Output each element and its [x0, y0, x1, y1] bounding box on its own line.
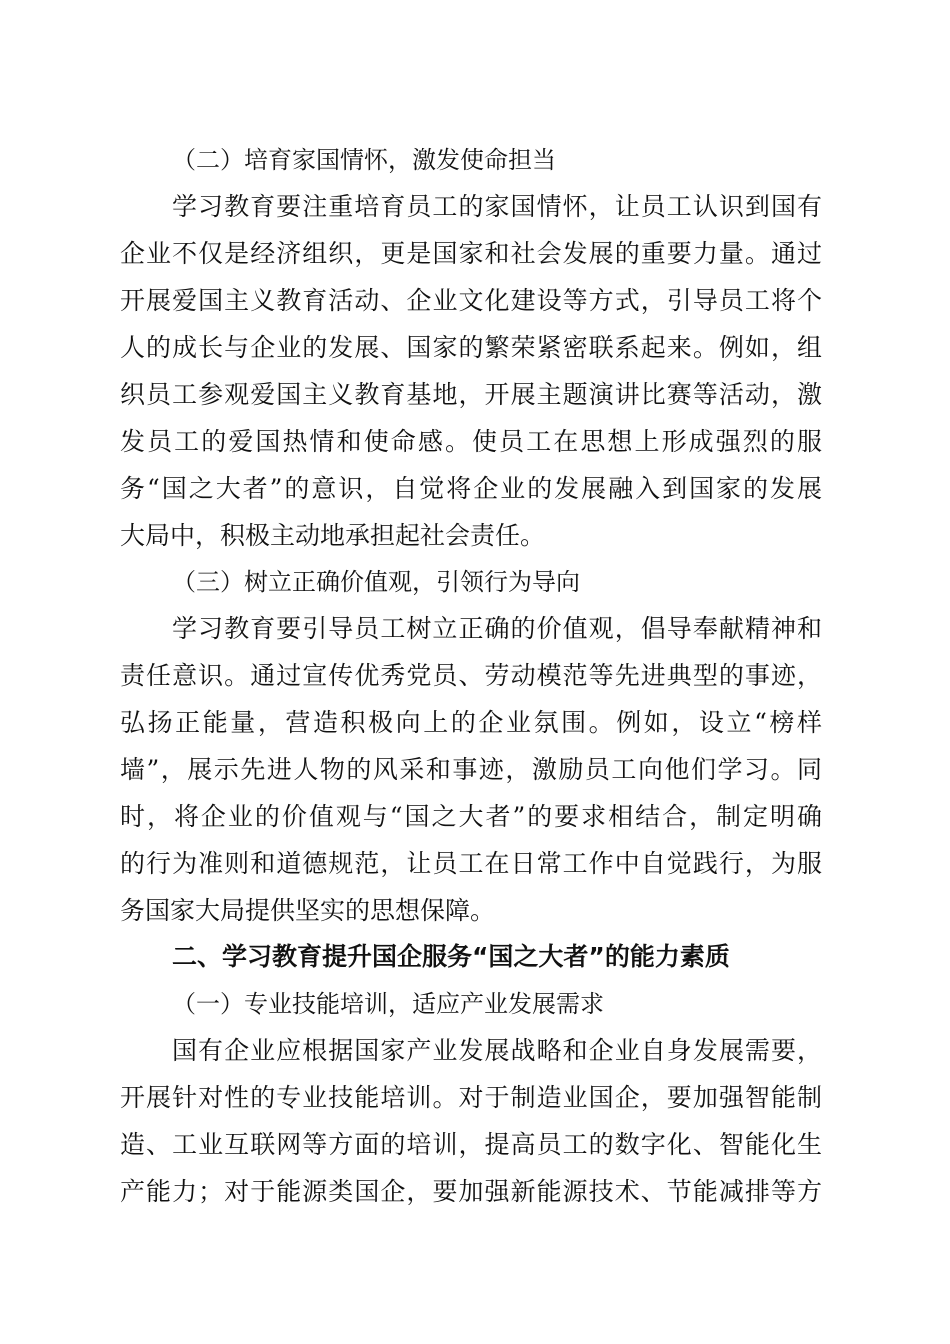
paragraph-line: 造、工业互联网等方面的培训，提高员工的数字化、智能化生: [120, 1130, 822, 1159]
paragraph-line: 学习教育要注重培育员工的家国情怀，让员工认识到国有: [172, 192, 822, 221]
paragraph-line: 务国家大局提供坚实的思想保障。: [120, 896, 496, 925]
paragraph-line: 墙”，展示先进人物的风采和事迹，激励员工向他们学习。同: [120, 755, 822, 784]
section-heading: （二）培育家国情怀，激发使命担当: [172, 146, 556, 174]
paragraph-line: 发员工的爱国热情和使命感。使员工在思想上形成强烈的服: [120, 427, 822, 456]
section-heading: （一）专业技能培训，适应产业发展需求: [172, 990, 604, 1018]
main-section-heading: 二、学习教育提升国企服务“国之大者”的能力素质: [172, 942, 730, 971]
paragraph-line: 企业不仅是经济组织，更是国家和社会发展的重要力量。通过: [120, 239, 822, 268]
paragraph-line: 大局中，积极主动地承担起社会责任。: [120, 521, 546, 550]
paragraph-line: 弘扬正能量，营造积极向上的企业氛围。例如，设立“榜样: [120, 708, 822, 737]
paragraph-line: 责任意识。通过宣传优秀党员、劳动模范等先进典型的事迹，: [120, 661, 822, 690]
paragraph-line: 人的成长与企业的发展、国家的繁荣紧密联系起来。例如，组: [120, 333, 822, 362]
paragraph-line: 的行为准则和道德规范，让员工在日常工作中自觉践行，为服: [120, 849, 822, 878]
paragraph-line: 时，将企业的价值观与“国之大者”的要求相结合，制定明确: [120, 802, 822, 831]
paragraph-line: 产能力；对于能源类国企，要加强新能源技术、节能减排等方: [120, 1177, 822, 1206]
paragraph-line: 务“国之大者”的意识，自觉将企业的发展融入到国家的发展: [120, 474, 822, 503]
paragraph-line: 织员工参观爱国主义教育基地，开展主题演讲比赛等活动，激: [120, 380, 822, 409]
section-heading: （三）树立正确价值观，引领行为导向: [172, 568, 580, 596]
paragraph-line: 国有企业应根据国家产业发展战略和企业自身发展需要，: [172, 1036, 822, 1065]
paragraph-line: 开展针对性的专业技能培训。对于制造业国企，要加强智能制: [120, 1083, 822, 1112]
paragraph-line: 开展爱国主义教育活动、企业文化建设等方式，引导员工将个: [120, 286, 822, 315]
paragraph-line: 学习教育要引导员工树立正确的价值观，倡导奉献精神和: [172, 614, 822, 643]
